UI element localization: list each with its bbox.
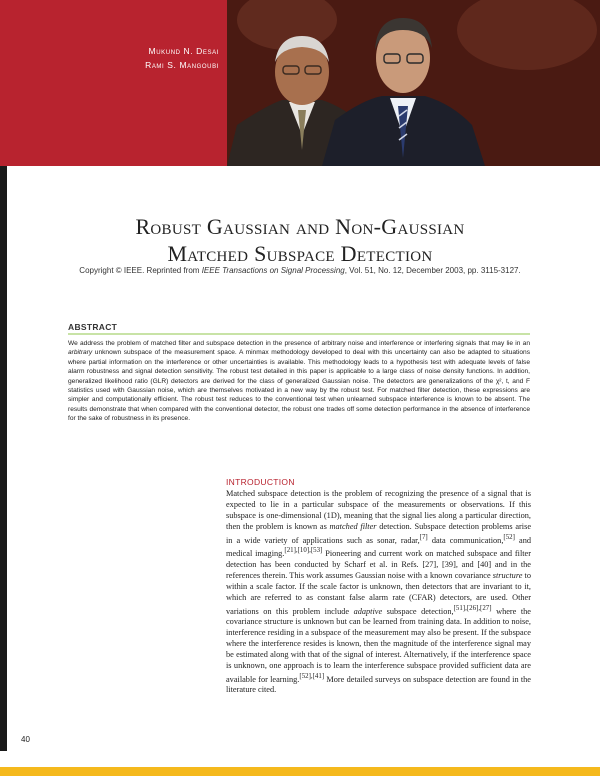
intro-text: subspace detection,: [382, 606, 454, 616]
copyright-prefix: Copyright © IEEE. Reprinted from: [79, 266, 202, 275]
abstract-divider: [68, 333, 530, 335]
author-name: Mukund N. Desai: [148, 46, 219, 56]
intro-text: Matched subspace detection is the problem of recognizing the presence of a signal that is expected to lie in a particular subspace of the measurements or observations. If this subspace is one-dimensional (1D), meaning that the signal lies along a particular direction, then the problem is known as: [226, 489, 531, 531]
intro-emphasis: adaptive: [353, 606, 383, 616]
abstract-heading: ABSTRACT: [68, 322, 118, 332]
intro-text: and medical imaging.: [226, 535, 532, 559]
copyright-notice: [60, 266, 540, 275]
citation-ref: [51],[26],[27]: [453, 604, 492, 612]
abstract-body: [68, 339, 530, 424]
intro-emphasis: structure: [492, 570, 523, 580]
citation-ref: [52]: [503, 533, 515, 541]
citation-ref: [7]: [419, 533, 428, 541]
copyright-suffix: , Vol. 51, No. 12, December 2003, pp. 3115-3127.: [344, 266, 521, 275]
title-line: Matched Subspace Detection: [167, 241, 433, 266]
journal-name: IEEE Transactions on Signal Processing: [201, 266, 345, 275]
left-accent-bar: [0, 166, 7, 751]
citation-ref: [52],[41]: [299, 672, 325, 680]
abstract-text-2: unknown subspace of the measurement space. A minmax methodology developed to deal with this uncertainty can also be adapted to situations where partial information on the interference or other uncertainties is available. This methodology leads to a hypothesis test with adequate levels of false alarm robustness and signal detection sensitivity. The robust test detailed in this paper is applicable to a large class of noise density functions. In addition, generalized likelihood ratio (GLR) detectors are derived for the class of generalized Gaussian noise. The detectors are generalizations of the χ², t, and F statistics used with Gaussian noise, which are themselves motivated in a new way by the robust test. For matched filter detection, these expressions are simpler and computationally efficient. The robust test reduces to the conventional test when unlearned subspace interference is known to be absent. The results demonstrate that when compared with the conventional detector, the robust one trades off some detection performance in the absence of interference for the sake of robustness in its presence.: [68, 349, 530, 423]
intro-text: Pioneering and current work on matched subspace and filter detection has been conducted by Scharf et al. in Refs. [27], [39], and [40] and in the references therein. This work assumes Gaussian noise with a known covariance: [226, 549, 531, 580]
intro-emphasis: matched filter: [329, 521, 377, 531]
intro-text: More detailed surveys on subspace detection are found in the literature cited.: [226, 674, 531, 695]
author-photo-illustration: [227, 0, 600, 166]
abstract-text-1: We address the problem of matched filter and subspace detection in the presence of arbitrary noise and interference or interfering signals that may lie in an: [68, 340, 530, 347]
author-names: [145, 44, 219, 72]
abstract-emphasis: arbitrary: [68, 349, 93, 357]
intro-text: to within a scale factor. If the scale factor is unknown, then detectors that are invariant to it, which are referred to as constant false alarm rate (CFAR) detectors, are used. Other variations on this problem include: [226, 570, 532, 616]
intro-text: detection. Subspace detection problems arise in a wide variety of applications such as sonar, radar,: [226, 521, 531, 545]
intro-text: data communication,: [427, 535, 504, 545]
introduction-heading: INTRODUCTION: [226, 477, 295, 487]
footer-band: [0, 767, 600, 776]
author-photo: [227, 0, 600, 166]
intro-text: where the covariance structure is unknown but can be learned from training data. In addition to noise, interference residing in a subspace of the measurement may also be present. If the subspace where the interference resides is known, then the magnitude of the interference signal may be estimated along with that of the signal of interest. Alternatively, if the interference space is unknown, one approach is to learn the interference subspace provided sufficient data are available for learning.: [226, 606, 531, 684]
title-line: Robust Gaussian and Non-Gaussian: [135, 214, 465, 239]
page-number: 40: [21, 735, 30, 744]
author-name: Rami S. Mangoubi: [145, 60, 219, 70]
citation-ref: [21],[10],[53]: [284, 547, 323, 555]
article-title: [60, 213, 540, 267]
introduction-body: [226, 489, 531, 696]
